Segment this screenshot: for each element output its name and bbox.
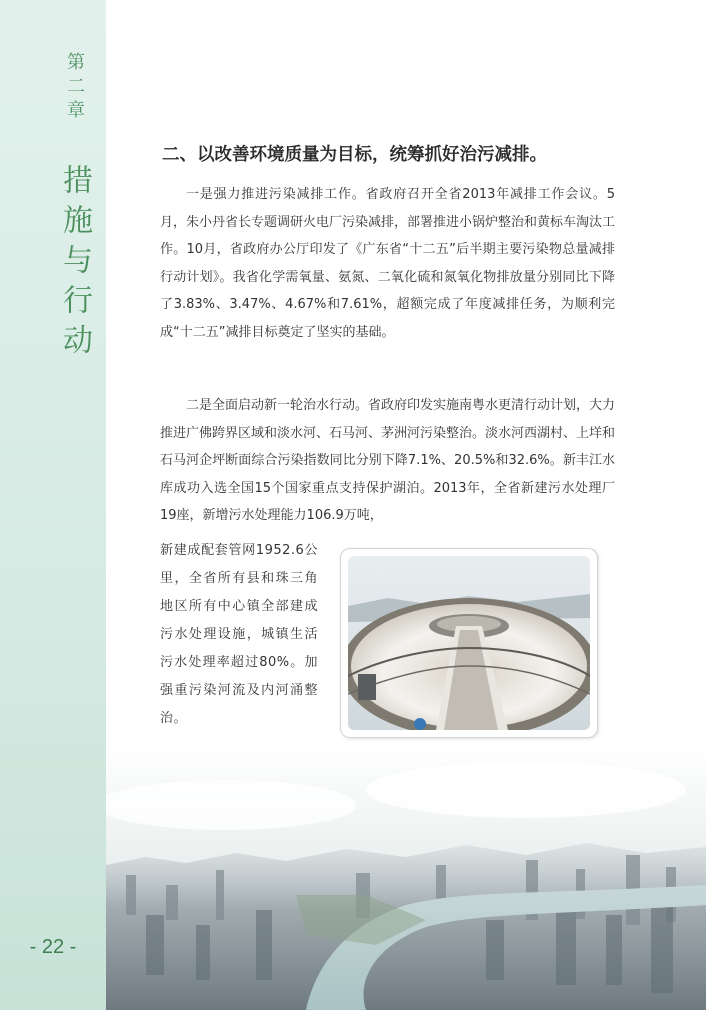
page-number: - 22 -: [29, 936, 77, 958]
sewage-treatment-photo: [348, 556, 590, 730]
city-skyline-image: [106, 745, 706, 1010]
photo-frame: [340, 548, 598, 738]
paragraph-sewage-network: 新建成配套管网1952.6公里，全省所有县和珠三角地区所有中心镇全部建成污水处理设施，城镇生活污水处理率超过80%。加强重污染河流及内河涌整治。: [160, 543, 318, 726]
paragraph-water-treatment: 二是全面启动新一轮治水行动。省政府印发实施南粤水更清行动计划，大力推进广佛跨界区域和淡水河、石马河、茅洲河污染整治。淡水河西湖村、上垟和石马河企坪断面综合污染指数同比分别下降7.1%、20.5%和32.6%。新丰江水库成功入选全国15个国家重点支持保护湖泊。2013年，全省新建污水处理厂19座，新增污水处理能力106.9万吨，: [160, 398, 616, 523]
chapter-title: 措施与行动: [57, 164, 92, 364]
chapter-heading: [57, 52, 92, 364]
paragraph-emission-reduction: 一是强力推进污染减排工作。省政府召开全省2013年减排工作会议。5月，朱小丹省长专题调研火电厂污染减排，部署推进小锅炉整治和黄标车淘汰工作。10月，省政府办公厅印发了《广东省“十二五”后半期主要污染物总量减排行动计划》。我省化学需氧量、氨氮、二氧化硫和氮氧化物排放量分别同比下降了3.83%、3.47%、4.67%和7.61%，超额完成了年度减排任务，为顺利完成“十二五”减排目标奠定了坚实的基础。: [160, 187, 616, 340]
chapter-sidebar: [0, 0, 106, 1010]
section-title: 二、以改善环境质量为目标，统筹抓好治污减排。: [162, 145, 547, 165]
chapter-number: 第二章: [64, 52, 85, 124]
